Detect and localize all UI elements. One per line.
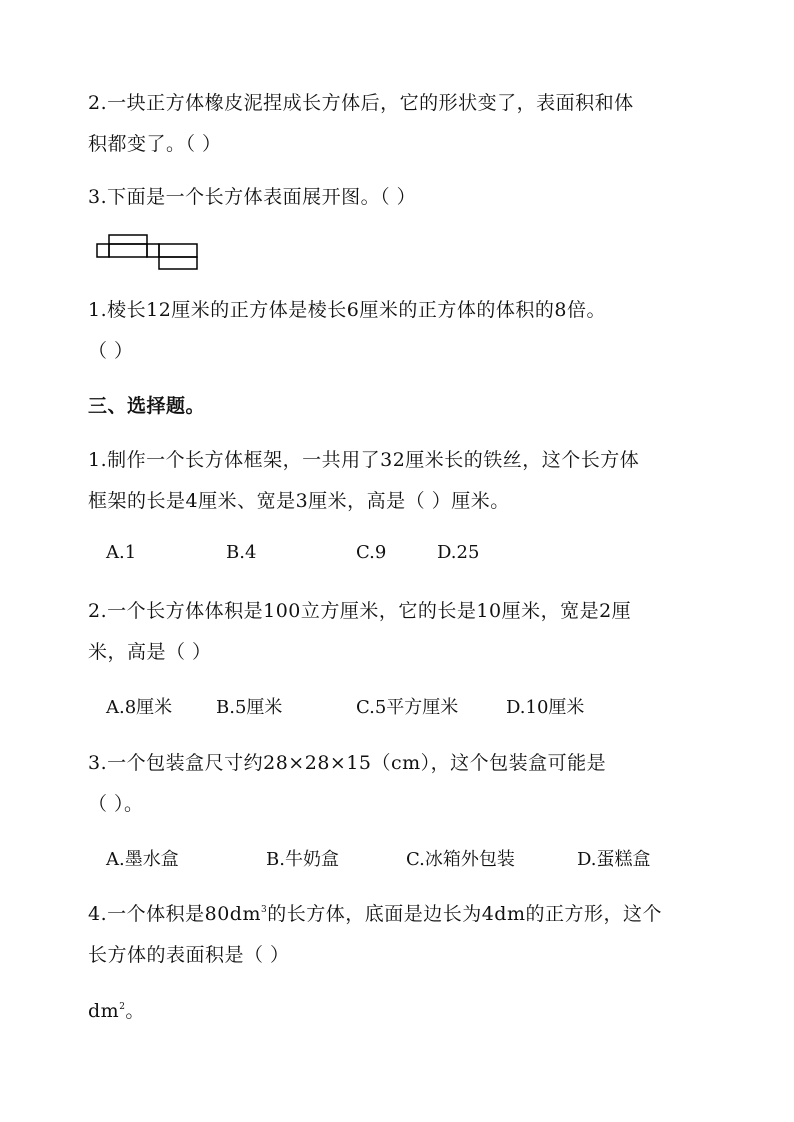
choice-q2-option-c[interactable]: C.5平方厘米 [356, 697, 459, 718]
choice-q4-line1-part-a: 4.一个体积是80dm [88, 903, 261, 925]
choice-q4-line2: 长方体的表面积是（ ） [88, 944, 290, 966]
net-face-front [109, 244, 147, 257]
judge-q2-line2: 积都变了。（ ） [88, 133, 222, 155]
choice-q2-option-b[interactable]: B.5厘米 [216, 697, 283, 718]
net-face-bottom [159, 257, 197, 269]
choice-q3-line1: 3.一个包装盒尺寸约28×28×15（cm），这个包装盒可能是 [88, 752, 607, 774]
judge-q1-line1: 1.棱长12厘米的正方体是棱长6厘米的正方体的体积的8倍。 [88, 299, 606, 321]
net-face-right [147, 244, 159, 257]
net-face-back [159, 244, 197, 257]
box-net-diagram [95, 233, 199, 273]
choice-q4-line3 [88, 996, 145, 1023]
judge-q1-line2: （ ） [88, 340, 134, 362]
net-face-left [97, 244, 109, 257]
choice-q2-option-d[interactable]: D.10厘米 [506, 697, 585, 718]
choice-q2-option-a[interactable]: A.8厘米 [106, 697, 173, 718]
choice-q3-option-b[interactable]: B.牛奶盒 [266, 849, 339, 870]
choice-q4-period: 。 [125, 1000, 145, 1022]
choice-q1-line1: 1.制作一个长方体框架，一共用了32厘米长的铁丝，这个长方体 [88, 449, 640, 471]
choice-q4-line1-part-b: 的长方体，底面是边长为4dm的正方形，这个 [267, 903, 662, 925]
cubic-superscript: 3 [260, 905, 268, 915]
net-face-top [109, 235, 147, 244]
choice-q3-option-d[interactable]: D.蛋糕盒 [577, 849, 651, 870]
choice-q4-line1 [88, 899, 662, 926]
choice-q4-unit: dm [88, 1000, 120, 1022]
choice-q1-line2: 框架的长是4厘米、宽是3厘米，高是（ ）厘米。 [88, 490, 510, 512]
choice-q3-option-c[interactable]: C.冰箱外包装 [406, 849, 515, 870]
choice-q3-option-a[interactable]: A.墨水盒 [106, 849, 179, 870]
choice-q1-option-b[interactable]: B.4 [226, 542, 257, 563]
judge-q2-line1: 2.一块正方体橡皮泥捏成长方体后，它的形状变了，表面积和体 [88, 92, 634, 114]
judge-q3-line1: 3.下面是一个长方体表面展开图。（ ） [88, 186, 417, 208]
section-title: 三、选择题。 [88, 395, 206, 417]
choice-q2-line2: 米，高是（ ） [88, 641, 212, 663]
choice-q1-option-a[interactable]: A.1 [106, 542, 137, 563]
choice-q1-option-d[interactable]: D.25 [437, 542, 480, 563]
choice-q1-option-c[interactable]: C.9 [356, 542, 387, 563]
square-superscript: 2 [119, 1002, 126, 1012]
choice-q2-line1: 2.一个长方体体积是100立方厘米，它的长是10厘米，宽是2厘 [88, 600, 632, 622]
choice-q3-line2: （ ）。 [88, 793, 144, 815]
